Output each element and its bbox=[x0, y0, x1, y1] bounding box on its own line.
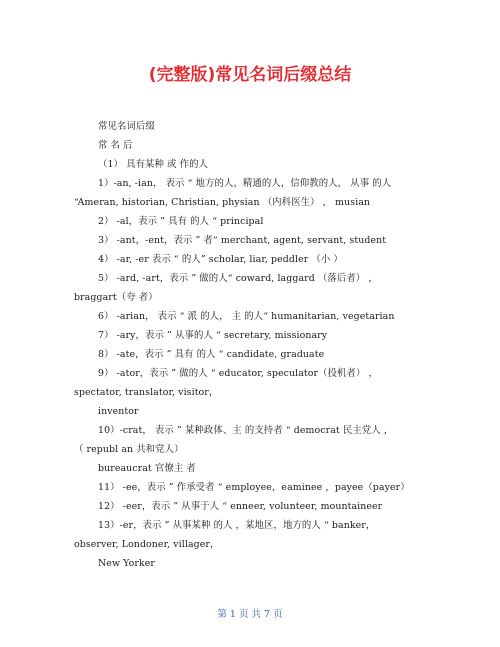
text-line: （1） 具有某种 或 作的人 bbox=[98, 159, 209, 170]
text-line: braggart（夸 者） bbox=[74, 292, 158, 303]
text-line: 常见名词后缀 bbox=[98, 121, 155, 132]
text-line: spectator, translator, visitor， bbox=[74, 387, 219, 398]
text-line: 12） -eer，表示 ” 从事于人 “ enneer, volunteer, mountaineer bbox=[98, 501, 383, 512]
text-line: bureaucrat 官僚主 者 bbox=[98, 463, 196, 474]
text-line: New Yorker bbox=[98, 558, 155, 569]
text-line: “Ameran, historian, Christian, physian （内科医生） ， musian bbox=[74, 197, 371, 208]
text-line: 6） -arian， 表示 “ 派 的人， 主 的人“ humanitarian, vegetarian bbox=[98, 311, 395, 322]
text-line: 4） -ar, -er 表示 “ 的人” scholar, liar, peddler （小 ） bbox=[98, 254, 343, 265]
text-line: （ republ an 共和党人） bbox=[74, 444, 184, 455]
text-line: 常 名 后 bbox=[98, 140, 133, 151]
text-line: 8） -ate，表示 ” 具有 的人 “ candidate, graduate bbox=[98, 349, 325, 360]
text-line: 7） -ary，表示 ” 从事的人 “ secretary, missionary bbox=[98, 330, 328, 341]
text-line: 9） -ator，表示 ” 做的人 “ educator, speculator（投机者） ， bbox=[98, 368, 379, 379]
text-line: 11） -ee，表示 ” 作承受者 “ employee，eaminee ，payee（payer） bbox=[98, 482, 410, 493]
text-line: 3） -ant，-ent，表示 ” 者“ merchant, agent, servant, student bbox=[98, 235, 387, 246]
document-title: (完整版)常见名词后缀总结 bbox=[148, 65, 352, 85]
text-line: observer, Londoner, villager， bbox=[74, 539, 220, 550]
text-line: inventor bbox=[98, 406, 139, 417]
text-line: 10）-crat， 表示 ” 某种政体、主 的支持者 “ democrat 民主党人 ， bbox=[98, 425, 394, 436]
text-line: 1）-an, -ian， 表示 “ 地方的人，精通的人，信仰教的人， 从事 的人 bbox=[98, 178, 392, 189]
text-line: 13）-er，表示 ” 从事某种 的人 ，某地区，地方的人 “ banker， bbox=[98, 520, 376, 531]
text-line: 2） -al，表示 ” 具有 的人 “ principal bbox=[98, 216, 264, 227]
page-footer: 第 1 页 共 7 页 bbox=[217, 609, 283, 620]
text-line: 5） -ard, -art，表示 ” 做的人“ coward, laggard （落后者） ， bbox=[98, 273, 378, 284]
